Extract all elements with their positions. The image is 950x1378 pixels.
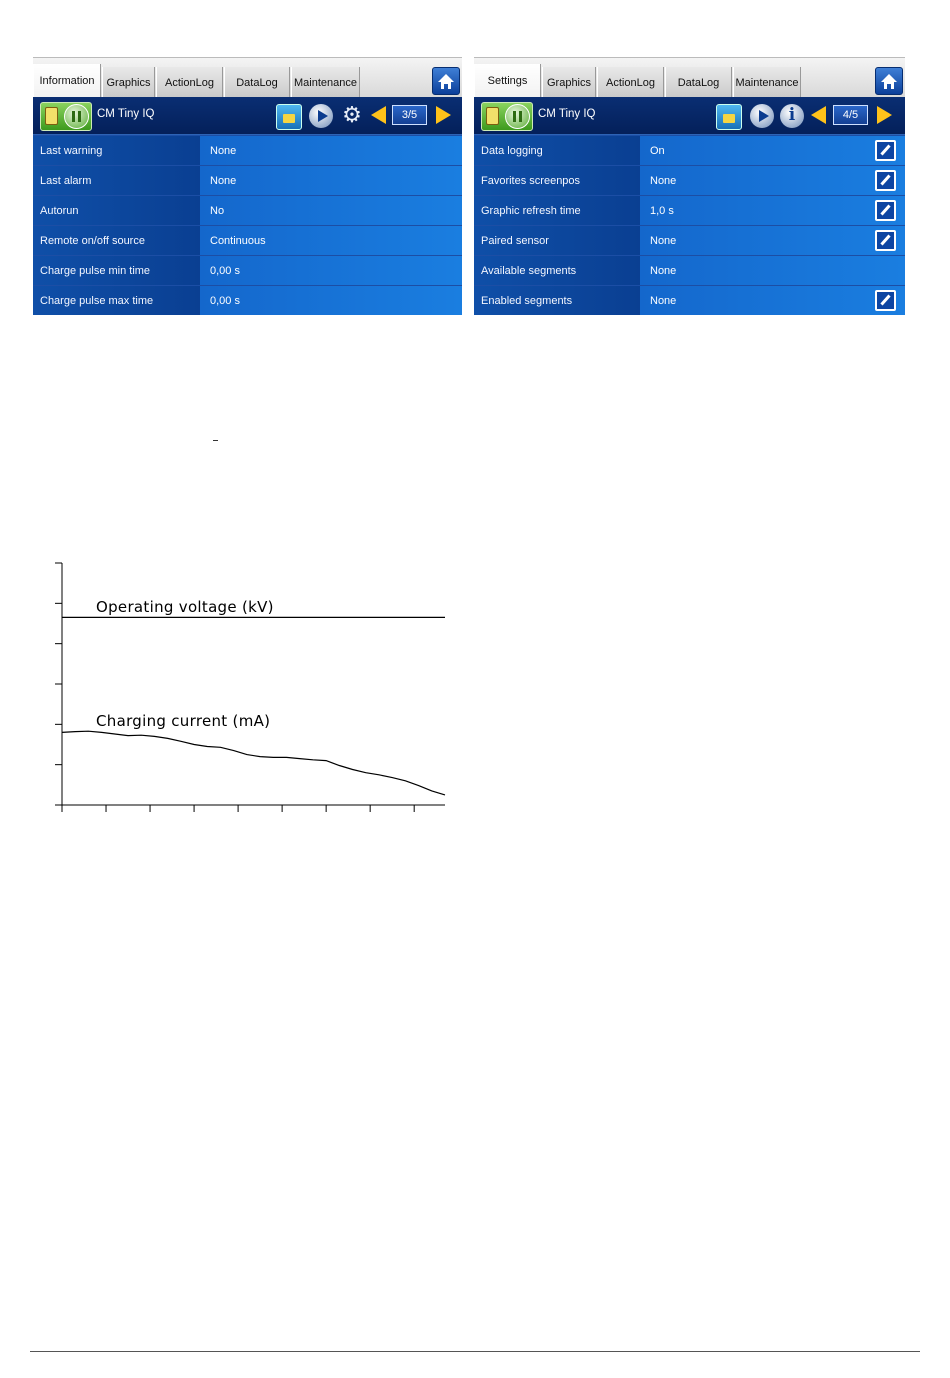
info-table [33,135,462,315]
row-value: 1,0 s [640,196,905,225]
home-button[interactable] [432,67,460,95]
run-pause-button[interactable] [40,102,92,131]
row-value: None [640,226,905,255]
edit-icon[interactable] [875,170,896,191]
edit-icon[interactable] [875,230,896,251]
tab-datalog[interactable]: DataLog [665,67,732,98]
row-value: 0,00 s [200,256,462,285]
tab-settings[interactable]: Settings [474,64,541,98]
row-label: Data logging [474,136,640,165]
table-row [33,255,462,285]
info-icon[interactable] [780,104,804,128]
trend-chart [48,555,448,825]
play-icon[interactable] [750,104,774,128]
row-label: Autorun [33,196,200,225]
table-row [33,135,462,165]
previous-page-button[interactable] [811,106,826,124]
settings-screen [474,57,905,315]
home-icon [876,68,902,94]
charging-current-label: Charging current (mA) [96,712,271,730]
page-indicator: 3/5 [392,105,427,125]
tab-datalog[interactable]: DataLog [224,67,290,98]
row-label: Last alarm [33,166,200,195]
footer-divider [30,1351,920,1352]
table-row [474,135,905,165]
pause-icon [505,104,530,129]
table-row [474,165,905,195]
row-value: None [640,166,905,195]
next-page-button[interactable] [436,106,451,124]
edit-icon[interactable] [875,290,896,311]
device-name: CM Tiny IQ [97,108,155,120]
row-label: Remote on/off source [33,226,200,255]
row-value: None [640,286,905,315]
row-label: Charge pulse max time [33,286,200,315]
operating-voltage-label: Operating voltage (kV) [96,598,274,616]
battery-icon [486,107,499,125]
row-value: None [640,256,905,285]
table-row [33,165,462,195]
tab-information[interactable]: Information [33,64,101,98]
row-label: Enabled segments [474,286,640,315]
row-value: None [200,136,462,165]
table-row [33,285,462,315]
device-header [33,97,462,135]
gear-icon[interactable]: ⚙ [342,103,362,128]
next-page-button[interactable] [877,106,892,124]
row-label: Favorites screenpos [474,166,640,195]
row-value: None [200,166,462,195]
tab-actionlog[interactable]: ActionLog [597,67,664,98]
home-icon [433,68,459,94]
page-indicator: 4/5 [833,105,868,125]
row-value: On [640,136,905,165]
table-row [474,225,905,255]
tab-graphics[interactable]: Graphics [542,67,596,98]
table-row [33,195,462,225]
row-label: Available segments [474,256,640,285]
run-pause-button[interactable] [481,102,533,131]
lock-icon[interactable] [716,104,742,130]
settings-table [474,135,905,315]
tab-bar [33,57,462,98]
row-value: Continuous [200,226,462,255]
tab-actionlog[interactable]: ActionLog [156,67,223,98]
device-header [474,97,905,135]
row-label: Graphic refresh time [474,196,640,225]
tab-maintenance[interactable]: Maintenance [291,67,360,98]
tab-maintenance[interactable]: Maintenance [733,67,801,98]
stray-mark [213,440,218,441]
table-row [474,195,905,225]
battery-icon [45,107,58,125]
pause-icon [64,104,89,129]
edit-icon[interactable] [875,200,896,221]
information-screen [33,57,462,315]
tab-graphics[interactable]: Graphics [102,67,155,98]
device-name: CM Tiny IQ [538,108,596,120]
table-row [474,255,905,285]
lock-icon[interactable] [276,104,302,130]
row-label: Charge pulse min time [33,256,200,285]
edit-icon[interactable] [875,140,896,161]
play-icon[interactable] [309,104,333,128]
row-value: No [200,196,462,225]
home-button[interactable] [875,67,903,95]
table-row [474,285,905,315]
row-label: Paired sensor [474,226,640,255]
previous-page-button[interactable] [371,106,386,124]
table-row [33,225,462,255]
charging-current-line [62,731,445,795]
row-value: 0,00 s [200,286,462,315]
tab-bar [474,57,905,98]
row-label: Last warning [33,136,200,165]
